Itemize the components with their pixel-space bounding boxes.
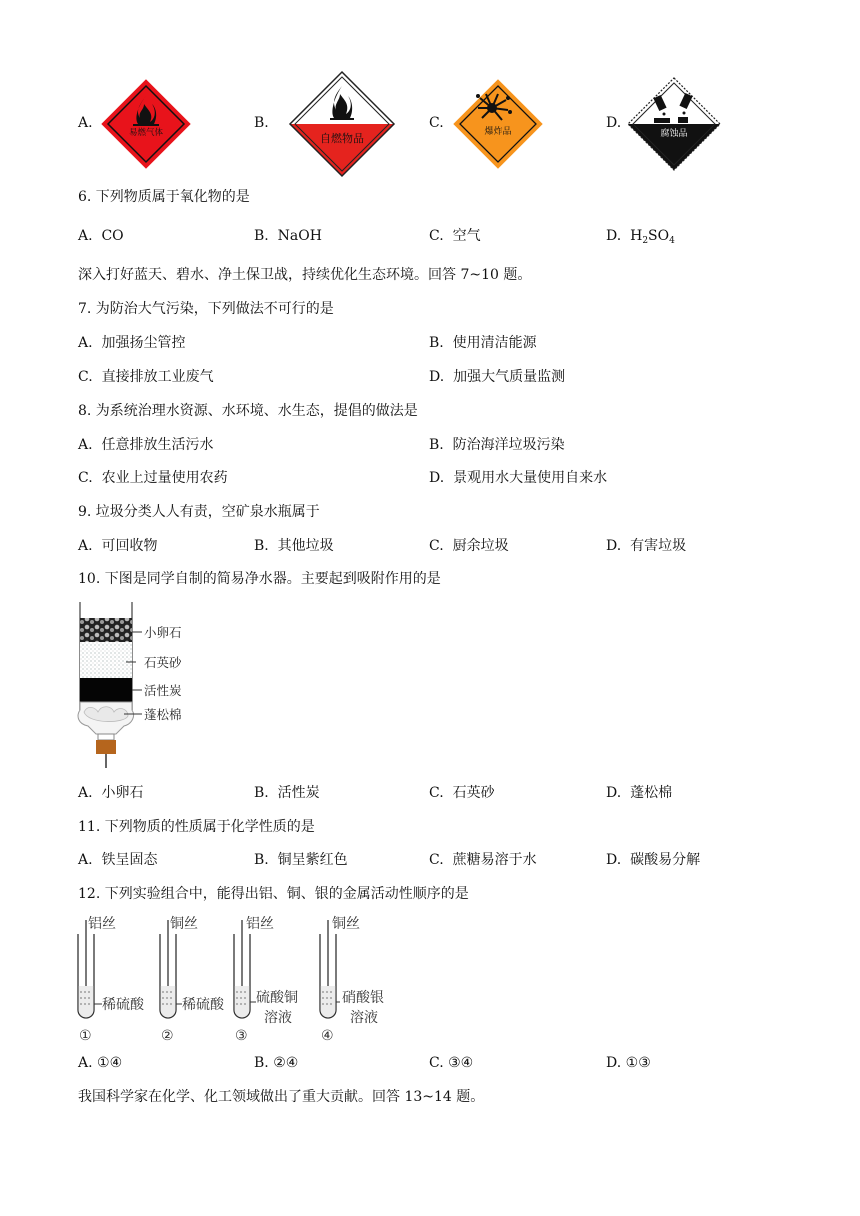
q10-option-b [254,784,320,802]
q7-option-d [429,368,565,386]
pebble-layer [80,618,132,642]
purifier-label-carbon: 活性炭 [144,683,182,698]
q6-formula-sub2: 4 [669,236,675,246]
q7-option-c-letter: C. [78,369,93,385]
q10-option-c [429,784,495,802]
q11-option-c-text: 蔗糖易溶于水 [452,852,537,868]
q8-option-b-letter: B. [429,437,444,453]
q7-option-a-letter: A. [78,335,93,351]
q11-option-d [606,851,700,869]
q11-option-b-letter: B. [254,852,269,868]
tube-2-wire-label: 铜丝 [170,916,198,932]
q12-option-c-text: ③④ [448,1055,474,1071]
q11-option-b-text: 铜呈紫红色 [277,852,348,868]
q6-option-a [78,227,124,245]
activated-carbon-layer [80,678,132,702]
purifier-label-cotton: 蓬松棉 [144,707,182,722]
tube-1-number: ① [79,1028,92,1044]
spontaneous-combustion-label: 自燃物品 [320,132,364,145]
q9-option-b [254,537,334,555]
q5-option-b-letter: B. [254,115,269,131]
q8-option-b-text: 防治海洋垃圾污染 [452,437,565,453]
tube-3-liquid-label-2: 溶液 [264,1010,292,1026]
q7-stem: 7. 为防治大气污染，下列做法不可行的是 [78,301,334,317]
q11-option-b [254,851,348,869]
q12-option-a-letter: A. [78,1055,93,1071]
q11-option-c-letter: C. [429,852,444,868]
q6-option-c-text: 空气 [452,228,481,244]
q6-option-c [429,227,481,245]
tube-1-wire-label: 铝丝 [88,916,116,932]
q6-stem: 6. 下列物质属于氧化物的是 [78,189,250,205]
q10-option-b-text: 活性炭 [277,785,320,801]
q10-option-a-letter: A. [78,785,93,801]
q9-option-b-letter: B. [254,538,269,554]
q11-option-d-letter: D. [606,852,622,868]
q9-option-c [429,537,509,555]
corrosive-label: 腐蚀品 [660,129,688,139]
q6-option-d-letter: D. [606,228,622,244]
q9-option-a [78,537,157,555]
flammable-gas-sign [100,78,192,170]
purifier-label-sand: 石英砂 [144,655,182,670]
q6-formula-sub1: 2 [642,236,649,246]
test-tube-1 [78,916,145,1044]
q8-option-a-letter: A. [78,437,93,453]
explosive-sign [452,78,544,170]
q8-option-d-text: 景观用水大量使用自来水 [453,470,608,486]
q8-option-a [78,436,213,454]
q11-option-c [429,851,537,869]
q7-option-d-letter: D. [429,369,445,385]
stopper-icon [96,740,116,754]
tube-4-liquid-label-1: 硝酸银 [342,990,384,1006]
q12-option-a [78,1054,122,1072]
q12-option-c-letter: C. [429,1055,444,1071]
q8-option-c-text: 农业上过量使用农药 [101,470,228,486]
q7-option-c [78,368,214,386]
q10-option-b-letter: B. [254,785,269,801]
q8-option-c [78,469,228,487]
q9-option-c-text: 厨余垃圾 [452,538,509,554]
test-tube-3 [234,916,298,1044]
q9-stem: 9. 垃圾分类人人有责，空矿泉水瓶属于 [78,504,320,520]
q10-option-a-text: 小卵石 [101,785,144,801]
quartz-sand-layer [80,642,132,678]
tube-3-number: ③ [235,1028,248,1044]
explosive-label: 爆炸品 [484,127,512,137]
q7-option-d-text: 加强大气质量监测 [453,369,566,385]
q7-option-b [429,334,537,352]
q10-option-d-text: 蓬松棉 [630,785,673,801]
spontaneous-combustion-sign [288,70,396,178]
q6-option-b-text: NaOH [277,228,322,244]
q12-option-a-text: ①④ [97,1055,123,1071]
q10-option-c-text: 石英砂 [452,785,495,801]
q11-option-d-text: 碳酸易分解 [630,852,701,868]
q12-option-d [606,1054,651,1072]
q6-option-c-letter: C. [429,228,444,244]
q12-option-b-letter: B. [254,1055,269,1071]
q10-option-c-letter: C. [429,785,444,801]
q9-option-b-text: 其他垃圾 [277,538,334,554]
q11-option-a-letter: A. [78,852,93,868]
flammable-gas-label: 易燃气体 [128,128,164,138]
q5-option-a-letter: A. [78,115,93,131]
q12-option-c [429,1054,473,1072]
q9-option-d-letter: D. [606,538,622,554]
q7-option-a-text: 加强扬尘管控 [101,335,186,351]
tube-4-liquid-label-2: 溶液 [350,1010,378,1026]
q10-stem: 10. 下图是同学自制的简易净水器。主要起到吸附作用的是 [78,571,441,587]
q6-option-b-letter: B. [254,228,269,244]
q7-option-b-letter: B. [429,335,444,351]
corrosive-sign [626,76,722,172]
q9-option-d [606,537,686,555]
q11-option-a-text: 铁呈固态 [101,852,158,868]
q8-option-d-letter: D. [429,470,445,486]
water-purifier-diagram [74,600,224,770]
q9-option-a-letter: A. [78,538,93,554]
q6-option-d [606,227,675,250]
q6-option-a-text: CO [101,228,124,244]
test-tube-4 [320,915,384,1044]
q10-option-d [606,784,672,802]
q5-option-d-letter: D. [606,115,622,131]
q8-option-a-text: 任意排放生活污水 [101,437,214,453]
tube-2-liquid-label: 稀硫酸 [182,997,224,1013]
q6-option-b [254,227,322,245]
q12-option-d-text: ①③ [625,1055,651,1071]
q7-option-b-text: 使用清洁能源 [452,335,537,351]
tube-4-number: ④ [321,1028,334,1044]
tube-4-wire-label: 铜丝 [332,916,360,932]
q12-option-b [254,1054,298,1072]
test-tube-diagram [74,908,404,1046]
tube-3-liquid-label-1: 硫酸铜 [256,990,298,1006]
q12-stem: 12. 下列实验组合中，能得出铝、铜、银的金属活动性顺序的是 [78,886,469,902]
q11-option-a [78,851,157,869]
q6-formula-so: SO [648,228,670,244]
intro-7-10: 深入打好蓝天、碧水、净土保卫战，持续优化生态环境。回答 7~10 题。 [78,267,532,283]
q8-option-b [429,436,565,454]
test-tube-2 [160,915,225,1044]
q7-option-c-text: 直接排放工业废气 [101,369,214,385]
q9-option-c-letter: C. [429,538,444,554]
q6-formula-h: H [630,228,643,244]
tube-1-liquid-label: 稀硫酸 [102,997,144,1013]
q8-option-d [429,469,607,487]
q9-option-d-text: 有害垃圾 [630,538,687,554]
tube-2-number: ② [161,1028,174,1044]
q11-stem: 11. 下列物质的性质属于化学性质的是 [78,819,315,835]
tube-3-wire-label: 铝丝 [246,916,274,932]
q10-option-a [78,784,143,802]
intro-13-14: 我国科学家在化学、化工领域做出了重大贡献。回答 13~14 题。 [78,1089,485,1105]
q8-option-c-letter: C. [78,470,93,486]
q8-stem: 8. 为系统治理水资源、水环境、水生态，提倡的做法是 [78,403,418,419]
q5-option-c-letter: C. [429,115,444,131]
q7-option-a [78,334,185,352]
purifier-label-pebble: 小卵石 [144,625,182,640]
q12-option-b-text: ②④ [273,1055,299,1071]
q9-option-a-text: 可回收物 [101,538,158,554]
q6-option-a-letter: A. [78,228,93,244]
q12-option-d-letter: D. [606,1055,622,1071]
q10-option-d-letter: D. [606,785,622,801]
